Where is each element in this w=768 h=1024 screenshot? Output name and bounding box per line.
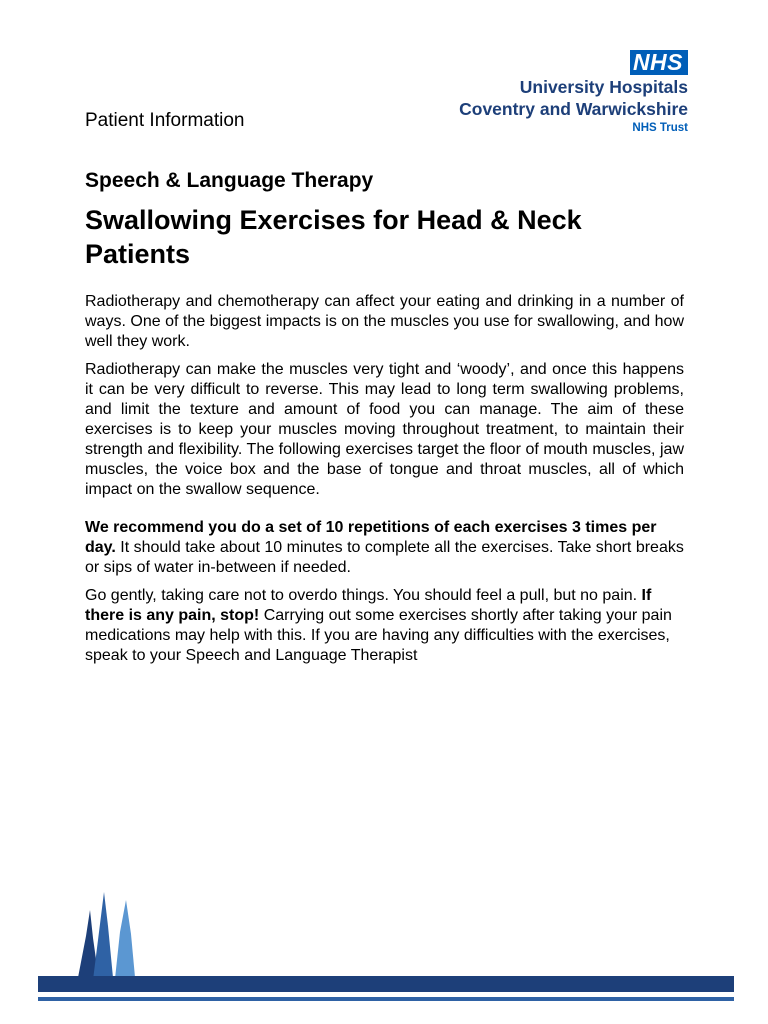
recommendation-text: It should take about 10 minutes to complete all the exercises. Take short breaks or sips of water in-between if needed. — [85, 539, 684, 576]
spire-middle — [92, 892, 114, 988]
footer-line — [38, 997, 734, 1001]
nhs-trust-logo — [428, 50, 688, 135]
page-title: Swallowing Exercises for Head & Neck Patients — [85, 205, 582, 269]
patient-information-label: Patient Information — [85, 110, 245, 131]
footer-band — [38, 976, 734, 992]
section-title: Speech & Language Therapy — [85, 169, 374, 192]
paragraph-intro: Radiotherapy and chemotherapy can affect your eating and drinking in a number of ways. One of the biggest impacts is on the muscles you use for swallowing, and how well they work. — [85, 293, 684, 350]
caution-text-start: Go gently, taking care not to overdo things. You should feel a pull, but no pain. — [85, 587, 642, 604]
logo-line-2: Coventry and Warwickshire — [459, 99, 688, 119]
caution-warning: If there is any pain, stop! — [85, 587, 652, 624]
body-text — [85, 292, 684, 674]
recommendation-emphasis: We recommend you do a set of 10 repetitions of each exercises 3 times per day. — [85, 519, 657, 556]
paragraph-caution — [85, 586, 684, 666]
spires-footer-graphic — [0, 880, 768, 1024]
paragraph-recommendation — [85, 518, 684, 578]
spire-right — [114, 900, 136, 988]
nhs-badge: NHS — [630, 50, 688, 75]
caution-text-end: Carrying out some exercises shortly after taking your pain medications may help with this. If you are having any difficulties with the exercises, speak to your Speech and Language Therapist — [85, 607, 672, 664]
paragraph-radiotherapy: Radiotherapy can make the muscles very tight and ‘woody’, and once this happens it can be very difficult to reverse. This may lead to long term swallowing problems, and limit the texture and amount of food you can manage. The aim of these exercises is to keep your muscles moving throughout treatment, to maintain their strength and flexibility. The following exercises target the floor of mouth muscles, jaw muscles, the voice box and the base of tongue and throat muscles, all of which impact on the swallow sequence. — [85, 361, 684, 498]
logo-line-1: University Hospitals — [519, 77, 688, 97]
logo-line-3: NHS Trust — [632, 122, 688, 134]
